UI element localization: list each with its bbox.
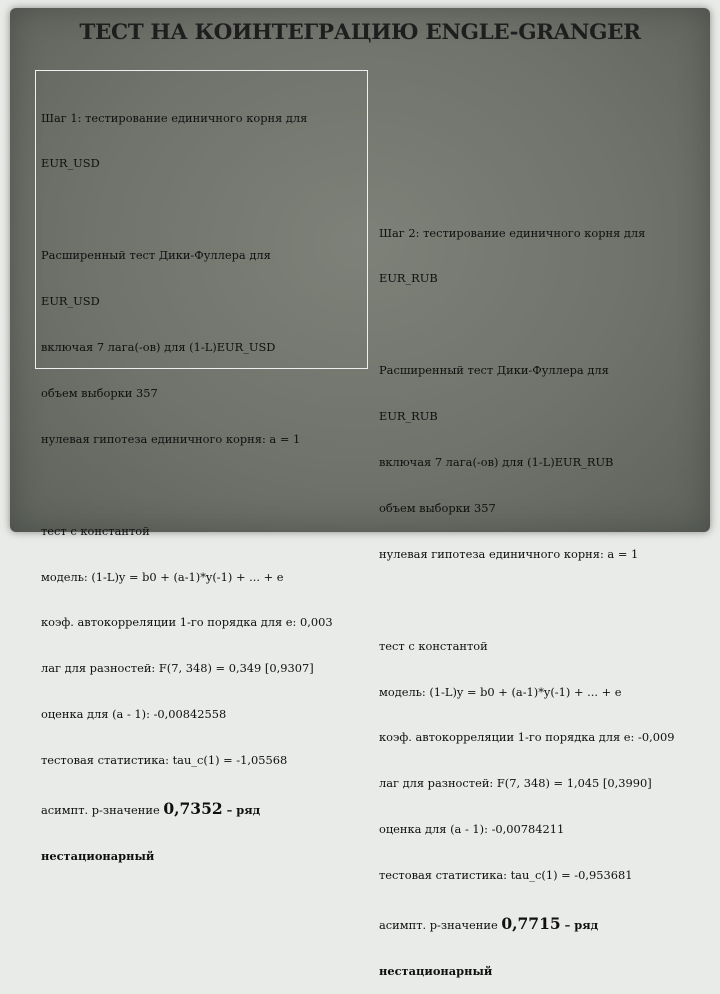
- step2-test-statistic: тестовая статистика: tau_c(1) = -0,953681: [379, 868, 633, 883]
- step2-lags: включая 7 лага(-ов) для (1-L)EUR_RUB: [379, 455, 614, 470]
- step1-adf-title-line2: EUR_USD: [41, 294, 100, 309]
- step2-lag-differences: лаг для разностей: F(7, 348) = 1,045 [0,3990]: [379, 776, 652, 791]
- step1-lag-differences: лаг для разностей: F(7, 348) = 0,349 [0,9307]: [41, 661, 314, 676]
- step1-heading-line1: Шаг 1: тестирование единичного корня для: [41, 110, 308, 125]
- step1-p-suffix: – ряд: [222, 802, 261, 817]
- step1-p-label: асимпт. р-значение: [41, 802, 164, 817]
- step2-p-value: 0,7715: [501, 913, 561, 933]
- step1-panel: [35, 70, 368, 863]
- step1-p-value: 0,7352: [163, 798, 223, 818]
- step1-autocorrelation: коэф. автокорреляции 1-го порядка для e: 0,003: [41, 615, 333, 630]
- step2-adf-title-line1: Расширенный тест Дики-Фуллера для: [379, 363, 609, 378]
- step1-adf-title-line1: Расширенный тест Дики-Фуллера для: [41, 248, 271, 263]
- step1-lags: включая 7 лага(-ов) для (1-L)EUR_USD: [41, 340, 276, 355]
- slide-title: ТЕСТ НА КОИНТЕГРАЦИЮ ENGLE-GRANGER: [79, 20, 641, 45]
- spacer: [379, 593, 706, 608]
- step2-model: модель: (1-L)y = b0 + (a-1)*y(-1) + ... + e: [379, 684, 622, 699]
- spacer: [41, 478, 367, 493]
- step1-estimate: оценка для (a - 1): -0,00842558: [41, 707, 227, 722]
- step1-test-statistic: тестовая статистика: tau_c(1) = -1,05568: [41, 753, 288, 768]
- spacer: [41, 202, 367, 217]
- step2-adf-title-line2: EUR_RUB: [379, 409, 438, 424]
- step1-model: модель: (1-L)y = b0 + (a-1)*y(-1) + ... + e: [41, 569, 284, 584]
- step2-null-hypothesis: нулевая гипотеза единичного корня: a = 1: [379, 546, 639, 561]
- step1-conclusion: нестационарный: [41, 848, 155, 863]
- step2-p-value-line: [379, 913, 706, 933]
- step2-estimate: оценка для (a - 1): -0,00784211: [379, 822, 565, 837]
- spacer: [379, 317, 706, 332]
- step1-heading-line2: EUR_USD: [41, 156, 100, 171]
- step2-constant: тест с константой: [379, 638, 488, 653]
- step2-autocorrelation: коэф. автокорреляции 1-го порядка для e: -0,009: [379, 730, 675, 745]
- step1-constant: тест с константой: [41, 523, 150, 538]
- step1-sample-size: объем выборки 357: [41, 385, 158, 400]
- step2-p-label: асимпт. р-значение: [379, 917, 502, 932]
- step2-p-suffix: – ряд: [560, 917, 599, 932]
- step2-heading-line2: EUR_RUB: [379, 271, 438, 286]
- step2-heading-line1: Шаг 2: тестирование единичного корня для: [379, 225, 646, 240]
- step1-p-value-line: [41, 798, 367, 818]
- step2-sample-size: объем выборки 357: [379, 500, 496, 515]
- step2-panel: [376, 195, 706, 978]
- step2-conclusion: нестационарный: [379, 963, 493, 978]
- step1-null-hypothesis: нулевая гипотеза единичного корня: a = 1: [41, 431, 301, 446]
